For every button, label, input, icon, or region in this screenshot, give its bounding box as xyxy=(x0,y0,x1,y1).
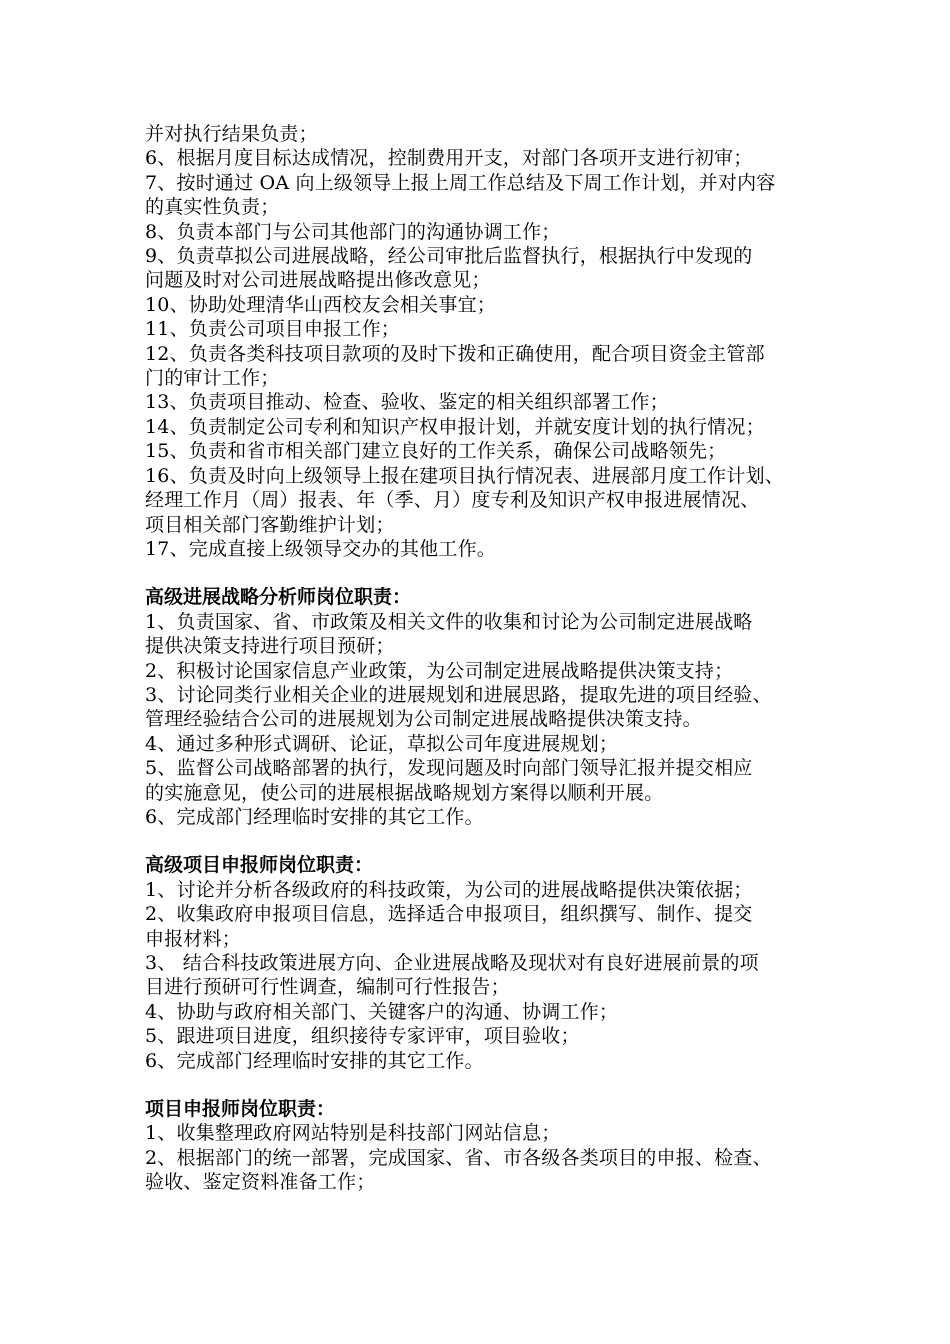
paragraph-line: 15、负责和省市相关部门建立良好的工作关系，确保公司战略领先； xyxy=(145,440,727,463)
paragraph-line: 8、负责本部门与公司其他部门的沟通协调工作； xyxy=(145,220,561,243)
paragraph-line: 12、负责各类科技项目款项的及时下拨和正确使用，配合项目资金主管部 xyxy=(145,342,765,365)
paragraph-line: 的实施意见，使公司的进展根据战略规划方案得以顺利开展。 xyxy=(145,781,664,804)
paragraph-line: 2、收集政府申报项目信息，选择适合申报项目，组织撰写、制作、提交 xyxy=(145,903,753,926)
paragraph-line: 验收、鉴定资料准备工作； xyxy=(145,1171,376,1194)
paragraph-line: 门的审计工作； xyxy=(145,367,280,390)
paragraph-line: 6、完成部门经理临时安排的其它工作。 xyxy=(145,805,484,828)
paragraph-line: 9、负责草拟公司进展战略，经公司审批后监督执行，根据执行中发现的 xyxy=(145,245,753,268)
paragraph-line: 14、负责制定公司专利和知识产权申报计划，并就安度计划的执行情况； xyxy=(145,415,765,438)
paragraph-line: 3、讨论同类行业相关企业的进展规划和进展思路，提取先进的项目经验、 xyxy=(145,683,772,706)
paragraph-line: 5、监督公司战略部署的执行，发现问题及时向部门领导汇报并提交相应 xyxy=(145,757,753,780)
paragraph-line: 项目相关部门客勤维护计划； xyxy=(145,513,395,536)
paragraph-line: 经理工作月（周）报表、年（季、月）度专利及知识产权申报进展情况、 xyxy=(145,489,760,512)
paragraph-line: 并对执行结果负责； xyxy=(145,123,318,145)
paragraph-line: 目进行预研可行性调查，编制可行性报告； xyxy=(145,976,510,999)
paragraph-line: 管理经验结合公司的进展规划为公司制定进展战略提供决策支持。 xyxy=(145,708,702,731)
paragraph-line: 11、负责公司项目申报工作； xyxy=(145,318,400,341)
paragraph-line: 提供决策支持进行项目预研； xyxy=(145,635,395,658)
paragraph-line: 4、协助与政府相关部门、关键客户的沟通、协调工作； xyxy=(145,1000,619,1023)
paragraph-line: 1、讨论并分析各级政府的科技政策，为公司的进展战略提供决策依据； xyxy=(145,878,753,901)
paragraph-line: 6、完成部门经理临时安排的其它工作。 xyxy=(145,1049,484,1072)
paragraph-line: 5、跟进项目进度，组织接待专家评审，项目验收； xyxy=(145,1025,580,1048)
paragraph-line: 2、积极讨论国家信息产业政策，为公司制定进展战略提供决策支持； xyxy=(145,659,734,682)
section-heading: 高级项目申报师岗位职责： xyxy=(145,854,374,877)
paragraph-line: 申报材料； xyxy=(145,927,242,950)
paragraph-line: 2、根据部门的统一部署，完成国家、省、市各级各类项目的申报、检查、 xyxy=(145,1146,772,1169)
section-senior-project-applicant xyxy=(145,853,875,1073)
document-body xyxy=(145,122,875,1195)
section-responsibilities-continued xyxy=(145,122,875,561)
section-heading: 项目申报师岗位职责： xyxy=(145,1098,336,1121)
paragraph-line: 7、按时通过 OA 向上级领导上报上周工作总结及下周工作计划，并对内容 xyxy=(145,171,776,194)
paragraph-line: 16、负责及时向上级领导上报在建项目执行情况表、进展部月度工作计划、 xyxy=(145,464,784,487)
paragraph-line: 3、 结合科技政策进展方向、企业进展战略及现状对有良好进展前景的项 xyxy=(145,952,759,974)
paragraph-line: 17、完成直接上级领导交办的其他工作。 xyxy=(145,537,496,560)
paragraph-line: 4、通过多种形式调研、论证，草拟公司年度进展规划； xyxy=(145,732,619,755)
paragraph-line: 问题及时对公司进展战略提出修改意见； xyxy=(145,269,491,292)
section-project-applicant xyxy=(145,1097,875,1195)
paragraph-line: 6、根据月度目标达成情况，控制费用开支，对部门各项开支进行初审； xyxy=(145,147,753,170)
paragraph-line: 1、负责国家、省、市政策及相关文件的收集和讨论为公司制定进展战略 xyxy=(145,610,753,633)
paragraph-line: 10、协助处理清华山西校友会相关事宜； xyxy=(145,293,496,316)
paragraph-line: 1、收集整理政府网站特别是科技部门网站信息； xyxy=(145,1122,561,1145)
paragraph-line: 13、负责项目推动、检查、验收、鉴定的相关组织部署工作； xyxy=(145,391,669,414)
section-senior-strategy-analyst xyxy=(145,585,875,829)
section-heading: 高级进展战略分析师岗位职责： xyxy=(145,586,412,609)
paragraph-line: 的真实性负责； xyxy=(145,196,280,219)
